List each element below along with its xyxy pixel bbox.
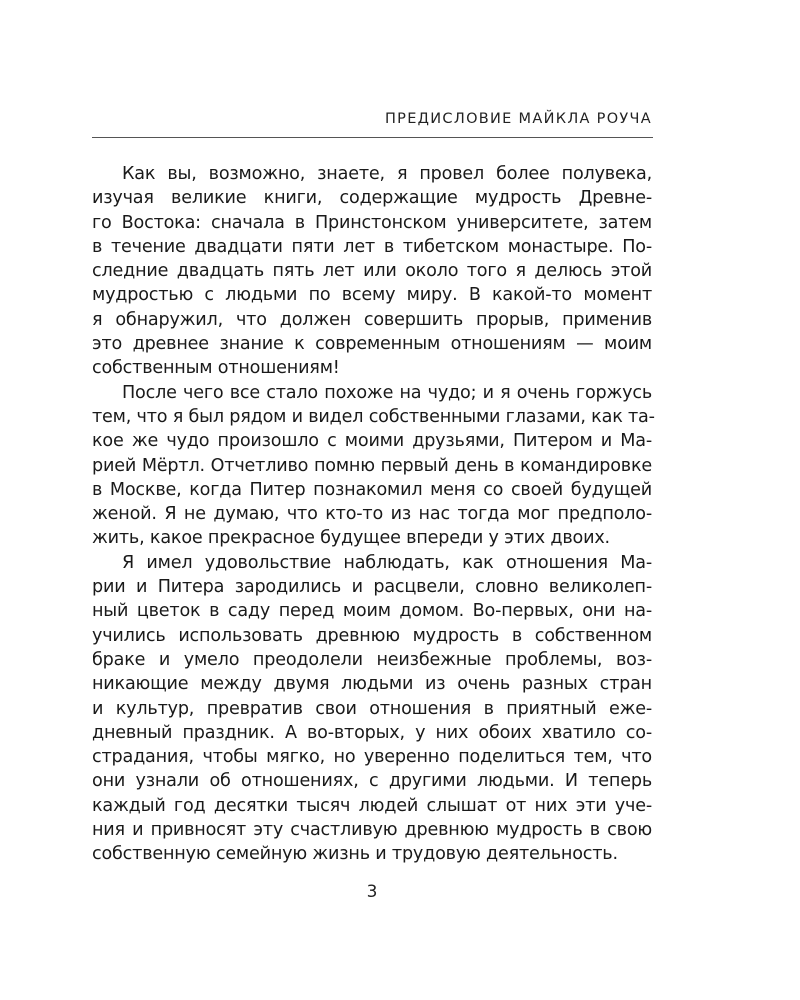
text-line: учились использовать древнюю мудрость в собственном bbox=[92, 625, 652, 646]
text-line: жить, какое прекрасное будущее впереди у этих двоих. bbox=[92, 528, 610, 549]
text-line: ния и привносят эту счастливую древнюю мудрость в свою bbox=[92, 820, 652, 841]
text-line: собственным отношениям! bbox=[92, 358, 340, 379]
text-line: женой. Я не думаю, что кто-то из нас тогда мог предполо- bbox=[92, 504, 652, 525]
text-line: дневный праздник. А во-вторых, у них обоих хватило со- bbox=[92, 722, 652, 743]
running-head: ПРЕДИСЛОВИЕ МАЙКЛА РОУЧА bbox=[384, 111, 652, 127]
text-line: изучая великие книги, содержащие мудрость Древне- bbox=[92, 188, 652, 209]
text-line: го Востока: сначала в Принстонском университете, затем bbox=[92, 212, 652, 233]
text-line: в течение двадцати пяти лет в тибетском монастыре. По- bbox=[92, 236, 652, 257]
text-line: Как вы, возможно, знаете, я провел более полувека, bbox=[122, 164, 652, 184]
text-line: После чего все стало похоже на чудо; и я очень горжусь bbox=[122, 382, 652, 403]
text-line: это древнее знание к современным отношениям — моим bbox=[92, 334, 652, 355]
text-line: и культур, превратив свои отношения в приятный еже- bbox=[92, 698, 652, 719]
text-line: Я имел удовольствие наблюдать, как отношения Ма- bbox=[122, 552, 652, 573]
body-text bbox=[92, 162, 655, 867]
text-line: собственную семейную жизнь и трудовую деятельность. bbox=[92, 844, 618, 865]
text-line: они узнали об отношениях, с другими людьми. И теперь bbox=[92, 771, 652, 792]
text-line: я обнаружил, что должен совершить прорыв, применив bbox=[92, 309, 652, 330]
text-line: браке и умело преодолели неизбежные проблемы, воз- bbox=[92, 649, 652, 670]
text-line: кое же чудо произошло с моими друзьями, Питером и Ма- bbox=[92, 431, 652, 452]
text-line: следние двадцать пять лет или около того я делюсь этой bbox=[92, 261, 652, 282]
text-line: рии и Питера зародились и расцвели, словно великолеп- bbox=[92, 577, 652, 598]
text-line: никающие между двумя людьми из очень разных стран bbox=[92, 674, 652, 695]
text-line: тем, что я был рядом и видел собственными глазами, как та- bbox=[92, 406, 655, 427]
text-line: ный цветок в саду перед моим домом. Во-первых, они на- bbox=[92, 601, 652, 622]
page-number: 3 bbox=[366, 882, 378, 902]
text-line: рией Мёртл. Отчетливо помню первый день в командировке bbox=[92, 455, 652, 476]
text-line: в Москве, когда Питер познакомил меня со своей будущей bbox=[92, 479, 652, 500]
header-rule bbox=[92, 137, 653, 138]
text-line: страдания, чтобы мягко, но уверенно поделиться тем, что bbox=[92, 747, 652, 768]
text-line: каждый год десятки тысяч людей слышат от них эти уче- bbox=[92, 795, 652, 816]
text-line: мудростью с людьми по всему миру. В какой-то момент bbox=[92, 285, 652, 306]
